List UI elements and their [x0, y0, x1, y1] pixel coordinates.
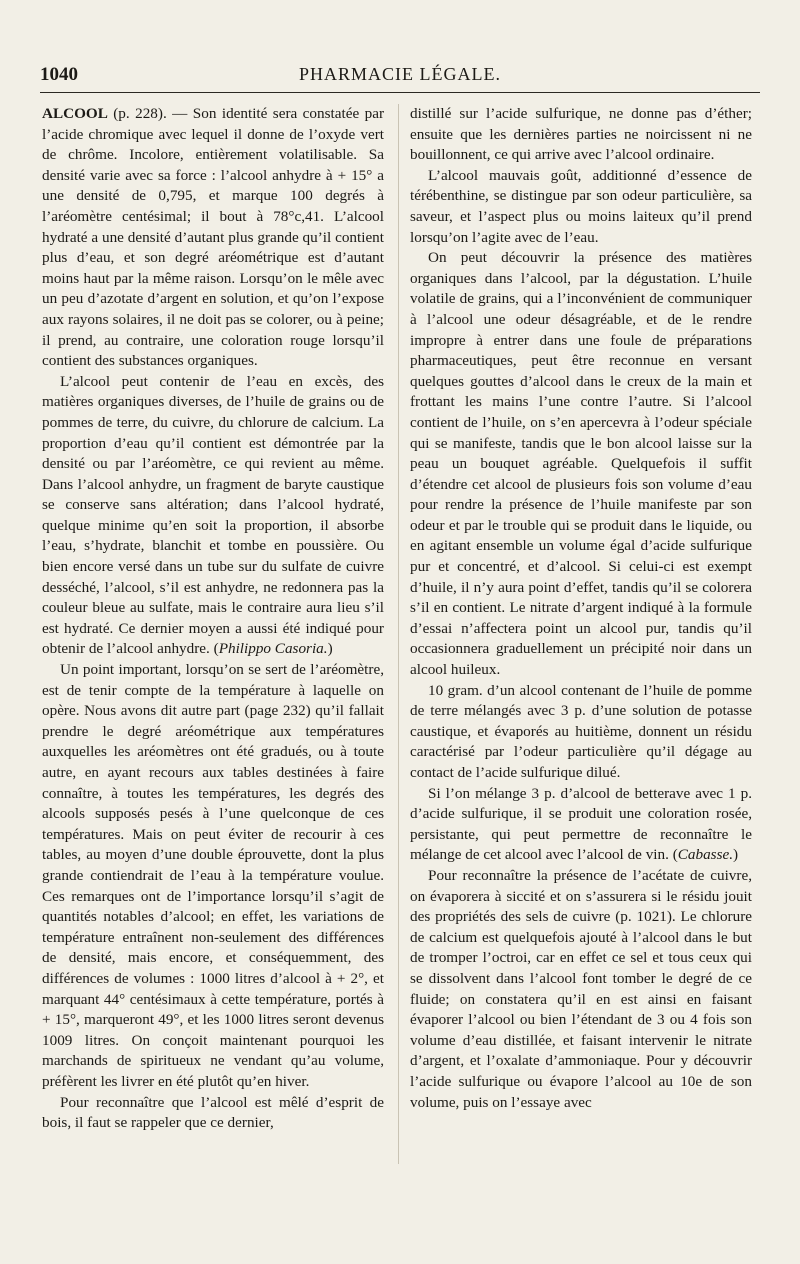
right-column — [410, 104, 752, 1113]
paragraph-beet-alcohol — [410, 784, 752, 866]
paragraph-copper-acetate: Pour reconnaître la présence de l’acétate de cuivre, on évaporera à siccité et on s’assurera si le résidu jouit des propriétés des sels de cuivre (p. 1021). Le chlorure de calcium est quelquefois ajouté à l’alcool dans le but de tromper l’octroi, car en effet ce sel et tous ceux qui se dissolvent dans l’alcool font tomber le degré de ce fluide; on constatera qu’il en est ainsi en faisant évaporer l’alcool ou bien l’étendant de 3 ou 4 fois son volume d’eau distillée, et faisant intervenir le nitrate d’argent, et l’oxalate d’ammoniaque. Pour y découvrir l’acide sulfurique ou évapore l’alcool au 10e de son volume, puis on l’essaye avec — [410, 866, 752, 1111]
paragraph-text: ) — [327, 640, 333, 658]
running-title: PHARMACIE LÉGALE. — [299, 64, 501, 84]
paragraph-wood-spirit: Pour reconnaître que l’alcool est mêlé d’esprit de bois, il faut se rappeler que ce dernier, — [42, 1093, 384, 1132]
page-number: 1040 — [40, 64, 78, 85]
page-header — [40, 64, 760, 90]
paragraph-water-content — [42, 372, 384, 660]
paragraph-text: (p. 228). — Son identité sera constatée par l’acide chromique avec lequel il donne de l’oxyde vert de chrôme. Incolore, entièrement volatilisable. Sa densité varie avec sa force : l’alcool anhydre à + 15° a une densité de 0,795, et marque 100 degrés à l’aréomètre centésimal; il bout à 78°c,41. L’alcool hydraté a une densité d’autant plus grande qu’il contient plus d’eau, et son degré aréométrique est d’autant moins haut par la même raison. Lorsqu’on le mêle avec un peu d’azotate d’argent en solution, et qu’on l’expose aux rayons solaires, il ne doit pas se colorer, ou à peine; il prend, au contraire, une coloration rouge lorsqu’il contient des substances organiques. — [42, 105, 384, 370]
header-rule — [40, 92, 760, 93]
citation: Philippo Casoria. — [218, 640, 328, 658]
paragraph-text: ) — [733, 846, 739, 864]
paragraph-turpentine: L’alcool mauvais goût, additionné d’essence de térébenthine, se distingue par son odeur particulière, sa saveur, et l’aspect plus ou moins laiteux qu’il prend lorsqu’on l’agite avec de l’eau. — [410, 166, 752, 246]
column-divider — [398, 104, 399, 1164]
paragraph-temperature: Un point important, lorsqu’on se sert de l’aréomètre, est de tenir compte de la température à laquelle on opère. Nous avons dit autre part (page 232) qu’il fallait prendre le degré aréométrique aux températures auxquelles les aréomètres ont été gradués, ou à toute autre, en ayant recours aux tables destinées à faire connaître, à toutes les températures, les degrés des alcools supposés pesés à l’une quelconque de ces températures. Mais on peut éviter de recourir à ces tables, au moyen d’une double éprouvette, dont la plus grande contiendrait de l’eau à la température voulue. Ces remarques ont de l’importance lorsqu’il s’agit de quantités notables d’alcool; en effet, les variations de température entraînent non-seulement des différences de densité, mais encore, et conséquemment, des différences de volumes : 1000 litres d’alcool à + 2°, et marquant 44° centésimaux à cette température, portés à + 15°, marqueront 49°, et les 1000 litres seront devenus 1009 litres. On conçoit maintenant pourquoi les marchands de spiritueux ne vendant qu’au volume, préfèrent les livrer en été plutôt qu’en hiver. — [42, 661, 384, 1090]
entry-heading: ALCOOL — [42, 105, 108, 122]
paragraph-continued: distillé sur l’acide sulfurique, ne donne pas d’éther; ensuite que les dernières parties ne noircissent ni ne bouillonnent, ce qui arrive avec l’alcool ordinaire. — [410, 105, 752, 164]
left-column — [42, 104, 384, 1134]
citation: Cabasse. — [677, 846, 734, 864]
paragraph-potato-oil: 10 gram. d’un alcool contenant de l’huile de pomme de terre mélangés avec 3 p. d’une solution de potasse caustique, et évaporés au huitième, donnent un résidu caractérisé par l’odeur particulière qu’il dégage au contact de l’acide sulfurique dilué. — [410, 681, 752, 781]
paragraph-text: L’alcool peut contenir de l’eau en excès, des matières organiques diverses, de l’huile de grains ou de pommes de terre, du cuivre, du chlorure de calcium. La proportion d’eau qu’il contient est démontrée par la densité ou par l’aréomètre, ce qui revient au même. Dans l’alcool anhydre, un fragment de baryte caustique se conserve sans altération; dans l’alcool hydraté, quelque minime qu’en soit la proportion, il absorbe l’eau, s’hydrate, blanchit et tombe en poussière. Ou bien encore versé dans un tube sur du sulfate de cuivre desséché, l’alcool, s’il est anhydre, ne redonnera pas la couleur bleue au sulfate, mais le contraire aura lieu s’il est hydraté. Ce dernier moyen a aussi été indiqué pour obtenir de l’alcool anhydre. ( — [42, 372, 384, 658]
paragraph-organic-matter: On peut découvrir la présence des matières organiques dans l’alcool, par la dégustation. L’huile volatile de grains, qui a l’inconvénient de communiquer à l’alcool une odeur désagréable, et de le rendre impropre à entrer dans une foule de préparations pharmaceutiques, peut être reconnue en versant quelques gouttes d’alcool dans le creux de la main et frottant les mains l’une contre l’autre. Si l’alcool contient de l’huile, on s’en apercevra à l’odeur spéciale qui se manifeste, tandis que le bon alcool laisse sur la peau un bouquet agréable. Quelquefois il suffit d’étendre cet alcool de plusieurs fois son volume d’eau pour rendre la présence de l’huile manifeste par son odeur et par le trouble qui se produit dans le liquide, ou en agitant ensemble un volume égal d’acide sulfurique pur et concentré, et d’alcool. Si celui-ci est exempt d’huile, il n’y aura point d’effet, tandis qu’il se colorera s’il en contient. Le nitrate d’argent indiqué à la formule d’essai n’affectera point un alcool pur, tandis qu’il occasionnera graduellement un précipité noir dans un alcool huileux. — [410, 249, 752, 679]
paragraph-text: Si l’on mélange 3 p. d’alcool de betterave avec 1 p. d’acide sulfurique, il se produit une coloration rosée, persistante, qui peut permettre de reconnaître le mélange de cet alcool avec l’alcool de vin. ( — [410, 784, 752, 864]
paragraph-alcool-entry — [42, 104, 384, 372]
